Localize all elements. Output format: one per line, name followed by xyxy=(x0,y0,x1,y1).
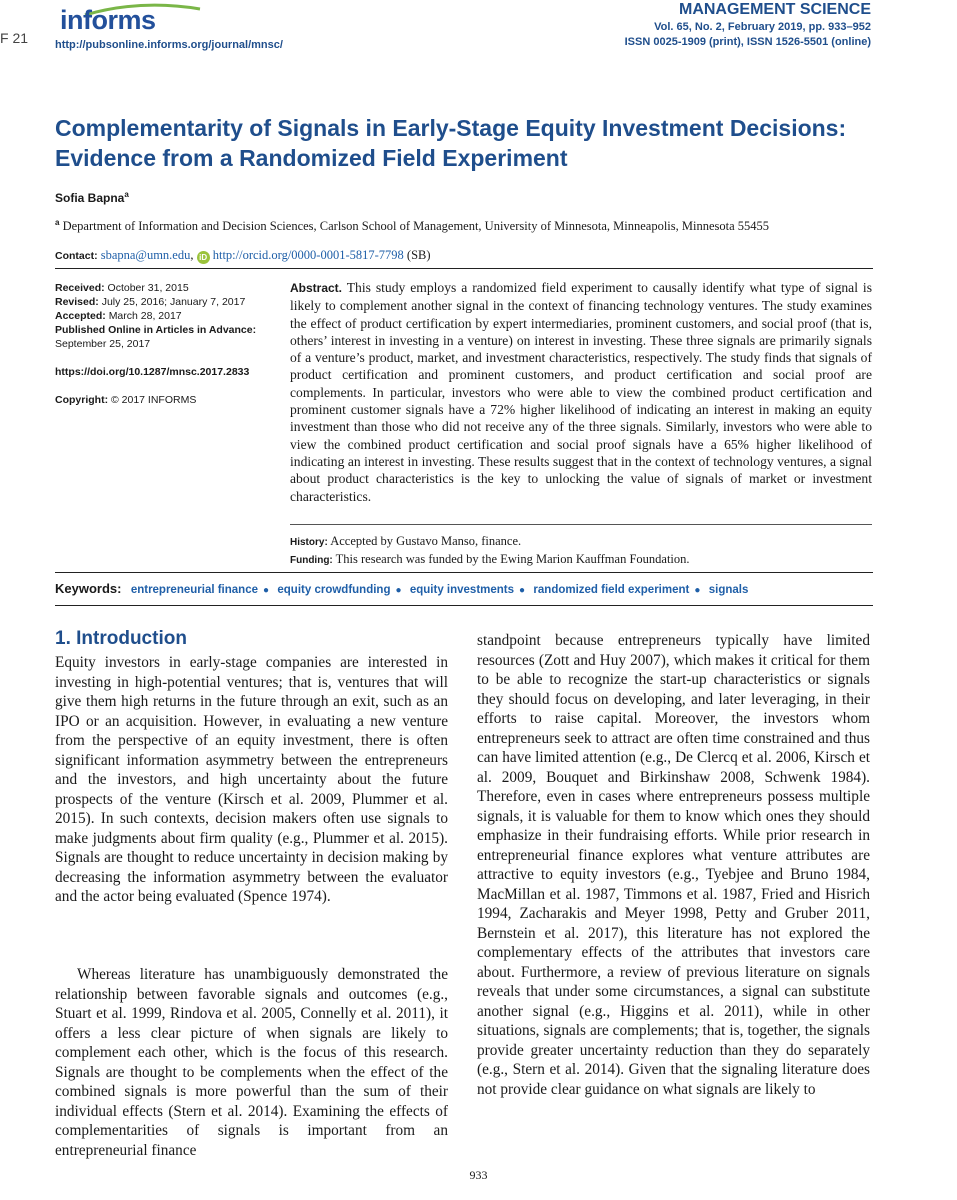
funding-row xyxy=(290,551,872,569)
keyword-link[interactable]: randomized field experiment xyxy=(533,584,690,596)
received-label: Received: xyxy=(55,282,105,294)
journal-url[interactable]: http://pubsonline.informs.org/journal/mnsc/ xyxy=(55,39,283,51)
revised-label: Revised: xyxy=(55,296,99,308)
bullet-separator: ● xyxy=(694,585,701,596)
keywords-label: Keywords: xyxy=(55,581,122,596)
keyword-link[interactable]: entrepreneurial finance xyxy=(130,584,258,596)
body-paragraph: Whereas literature has unambiguously demonstrated the relationship between favorable signals and outcomes (e.g., Stuart et al. 1999, Rindova et al. 2005, Connelly et al. 2011), it offers a less clear picture of when signals are likely to complement each other, which is the focus of this research. Signals are thought to be complements when the effect of the combined signals is more powerful than the sum of their individual effects (Stern et al. 2014). Examining the effects of complementarities of signals is important from an entrepreneurial finance xyxy=(55,966,448,1159)
author-line xyxy=(55,190,129,205)
logo-text: informs xyxy=(60,5,156,35)
abstract xyxy=(290,279,872,505)
article-dates-sidebar xyxy=(55,281,270,407)
copyright-row xyxy=(55,393,270,407)
affiliation xyxy=(55,215,835,234)
page-marker: F 21 xyxy=(0,30,29,46)
keyword-link[interactable]: signals xyxy=(708,584,749,596)
author-sup: a xyxy=(124,190,129,199)
accepted-label: Accepted: xyxy=(55,310,106,322)
issn-info: ISSN 0025-1909 (print), ISSN 1526-5501 (online) xyxy=(624,36,871,48)
doi-link[interactable]: https://doi.org/10.1287/mnsc.2017.2833 xyxy=(55,366,250,378)
history-block xyxy=(290,533,872,569)
keywords-row xyxy=(55,581,873,596)
divider xyxy=(290,524,872,525)
abstract-text: This study employs a randomized field experiment to causally identify what type of signal is likely to complement another signal in the context of financing technology ventures. The study examines the effect of product certification by expert intermediaries, prominent customers, and social proof (that is, others’ interest in investing in a venture) on interest in investing. These three signals are primarily signals of a venture’s product, market, and investment characteristics, respectively. The study finds that signals of product certification and prominent customers, and product certification and social proof are complements. In particular, investors who were able to view the combined product certification and prominent customer signals have a 72% higher likelihood of indicating an interest in making an equity investment than those who did not receive any of the three signals. Similarly, investors who were able to view the combined product certification and social proof signals have a 65% higher likelihood of indicating an interest in investing. These results suggest that in the context of technology ventures, a signal about product characteristics is the key to unlocking the value of signals of market or investment characteristics. xyxy=(290,280,872,504)
bullet-separator: ● xyxy=(263,585,270,596)
keyword-link[interactable]: equity crowdfunding xyxy=(277,584,391,596)
revised-date: July 25, 2016; January 7, 2017 xyxy=(101,296,246,308)
bullet-separator: ● xyxy=(395,585,402,596)
page-number: 933 xyxy=(469,1168,488,1182)
divider xyxy=(55,605,873,606)
published-date: September 25, 2017 xyxy=(55,338,151,350)
funding-label: Funding: xyxy=(290,555,333,566)
affiliation-text: Department of Information and Decision Sciences, Carlson School of Management, University of Minnesota, Minneapolis, Minnesota 55455 xyxy=(62,219,770,234)
journal-header xyxy=(625,0,871,50)
history-label: History: xyxy=(290,537,328,548)
orcid-link[interactable]: http://orcid.org/0000-0001-5817-7798 xyxy=(212,248,404,262)
author-name: Sofia Bapna xyxy=(55,191,125,205)
section-heading: 1. Introduction xyxy=(55,628,187,649)
contact-label: Contact: xyxy=(55,250,98,262)
orcid-suffix: (SB) xyxy=(406,248,431,262)
body-paragraph: Equity investors in early-stage companies are interested in investing in high-potential ventures; that is, ventures that will give them high returns in the future through an exit, such as an IPO or an acquisition. However, in evaluating a new venture from the perspective of an equity investment, there is often significant information asymmetry between the entrepreneurs and the investors, and high uncertainty about the future prospects of the venture (Kirsch et al. 2009, Plummer et al. 2015). In such contexts, decision makers often use signals to make judgments about firm quality (e.g., Plummer et al. 2015). Signals are thought to reduce uncertainty in decision making by decreasing the information asymmetry between the evaluator and the actor being evaluated (Spence 1974). xyxy=(55,654,448,905)
email-link[interactable]: sbapna@umn.edu xyxy=(100,248,191,262)
received-row xyxy=(55,281,270,295)
bullet-separator: ● xyxy=(519,585,526,596)
copyright-label: Copyright: xyxy=(55,394,109,406)
accepted-row xyxy=(55,309,270,323)
volume-info: Vol. 65, No. 2, February 2019, pp. 933–952 xyxy=(654,21,871,33)
history-row xyxy=(290,533,872,551)
contact-line: Contact: sbapna@umn.edu, iD http://orcid.org/0000-0001-5817-7798 (SB) xyxy=(55,248,431,262)
affiliation-sup: a xyxy=(55,218,60,227)
funding-text: This research was funded by the Ewing Marion Kauffman Foundation. xyxy=(335,552,690,566)
history-text: Accepted by Gustavo Manso, finance. xyxy=(330,534,522,548)
orcid-icon: iD xyxy=(197,251,210,264)
informs-logo[interactable] xyxy=(60,5,210,37)
divider xyxy=(55,268,873,269)
divider xyxy=(55,572,873,573)
keyword-link[interactable]: equity investments xyxy=(409,584,515,596)
accepted-date: March 28, 2017 xyxy=(108,310,182,322)
published-row xyxy=(55,323,270,337)
article-title: Complementarity of Signals in Early-Stage Equity Investment Decisions: Evidence from a Randomized Field Experiment xyxy=(55,115,847,171)
received-date: October 31, 2015 xyxy=(107,282,189,294)
copyright-text: © 2017 INFORMS xyxy=(111,394,197,406)
published-label: Published Online in Articles in Advance: xyxy=(55,324,257,336)
body-paragraph: standpoint because entrepreneurs typically have limited resources (Zott and Huy 2007), which makes it critical for them to be able to recognize the start-up characteristics or signals they should focus on developing, and later leveraging, in their efforts to raise capital. Moreover, the investors whom entrepreneurs seek to attract are often time constrained and thus can have limited attention (e.g., De Clercq et al. 2006, Kirsch et al. 2009, Bouquet and Birkinshaw 2008, Schwenk 1984). Therefore, even in cases where entrepreneurs possess multiple signals, it is valuable for them to know which ones they should emphasize in their fundraising efforts. While prior research in entrepreneurial finance explores what venture attributes are attractive to equity investors (e.g., Tyebjee and Bruno 1984, MacMillan et al. 1987, Timmons et al. 1987, Fried and Hisrich 1994, Zacharakis and Meyer 1998, Petty and Gruber 2011, Bernstein et al. 2017), this literature has not explored the complementary effects of the attributes that investors care about. Furthermore, a review of previous literature on signals reveals that under some circumstances, a signal can substitute another signal (e.g., Higgins et al. 2011), while in other situations, signals are complements; that is, together, the signals provide greater uncertainty reduction than they do separately (e.g., Stern et al. 2014). Given that the signaling literature does not provide clear guidance on what signals are likely to xyxy=(477,632,870,1098)
revised-row xyxy=(55,295,270,309)
abstract-label: Abstract. xyxy=(290,281,343,295)
journal-name: MANAGEMENT SCIENCE xyxy=(678,1,871,18)
